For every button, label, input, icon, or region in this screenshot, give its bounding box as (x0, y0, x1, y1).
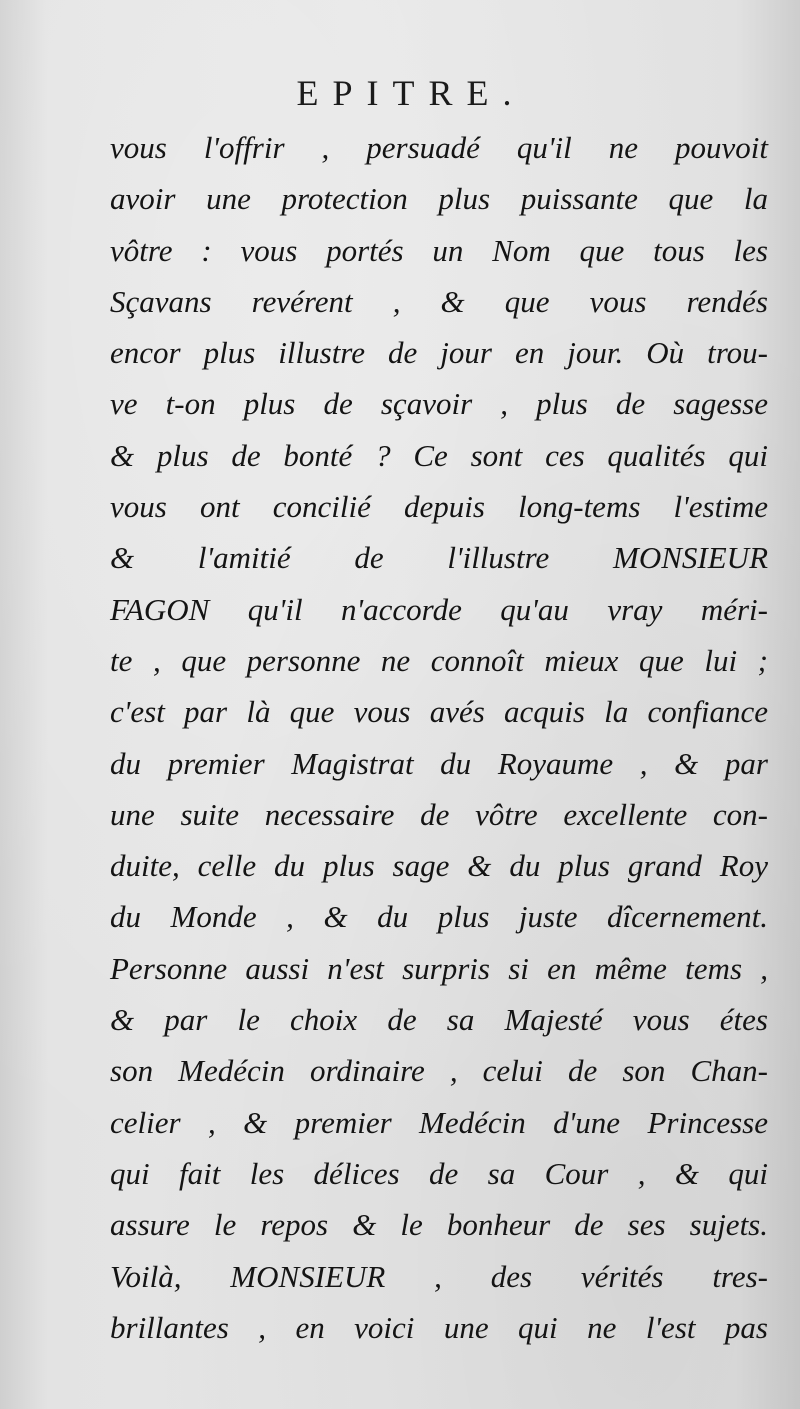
text-line: vous ont concilié depuis long-tems l'estime (110, 489, 768, 525)
text-line: Sçavans revérent , & que vous rendés (110, 283, 768, 319)
text-line: & plus de bonté ? Ce sont ces qualités qui (110, 437, 768, 473)
text-line: avoir une protection plus puissante que la (110, 181, 768, 217)
text-line: du Monde , & du plus juste dîcernement. (110, 899, 768, 935)
text-line: assure le repos & le bonheur de ses sujets. (110, 1207, 768, 1243)
text-line: encor plus illustre de jour en jour. Où trou- (110, 335, 768, 371)
text-line: & par le choix de sa Majesté vous étes (110, 1002, 768, 1038)
text-line: qui fait les délices de sa Cour , & qui (110, 1155, 768, 1191)
text-line: FAGON qu'il n'accorde qu'au vray méri- (110, 591, 768, 627)
text-line: c'est par là que vous avés acquis la confiance (110, 694, 768, 730)
page-header: EPITRE. (296, 73, 526, 113)
text-line: ve t-on plus de sçavoir , plus de sagesse (110, 386, 768, 422)
text-line: celier , & premier Medécin d'une Princesse (110, 1104, 768, 1140)
text-line: Voilà, MONSIEUR , des vérités tres- (110, 1258, 768, 1294)
text-line: te , que personne ne connoît mieux que lui ; (110, 642, 768, 678)
text-line: vôtre : vous portés un Nom que tous les (110, 232, 768, 268)
body-text (110, 122, 768, 1353)
text-line: duite, celle du plus sage & du plus grand Roy (110, 848, 768, 884)
text-line: brillantes , en voici une qui ne l'est pas (110, 1309, 768, 1345)
text-line: vous l'offrir , persuadé qu'il ne pouvoit (110, 130, 768, 165)
text-line: son Medécin ordinaire , celui de son Chan- (110, 1053, 768, 1089)
text-line: Personne aussi n'est surpris si en même tems , (110, 950, 768, 986)
text-line: une suite necessaire de vôtre excellente con- (110, 796, 768, 832)
text-line: & l'amitié de l'illustre MONSIEUR (110, 540, 768, 576)
text-line: du premier Magistrat du Royaume , & par (110, 745, 768, 781)
